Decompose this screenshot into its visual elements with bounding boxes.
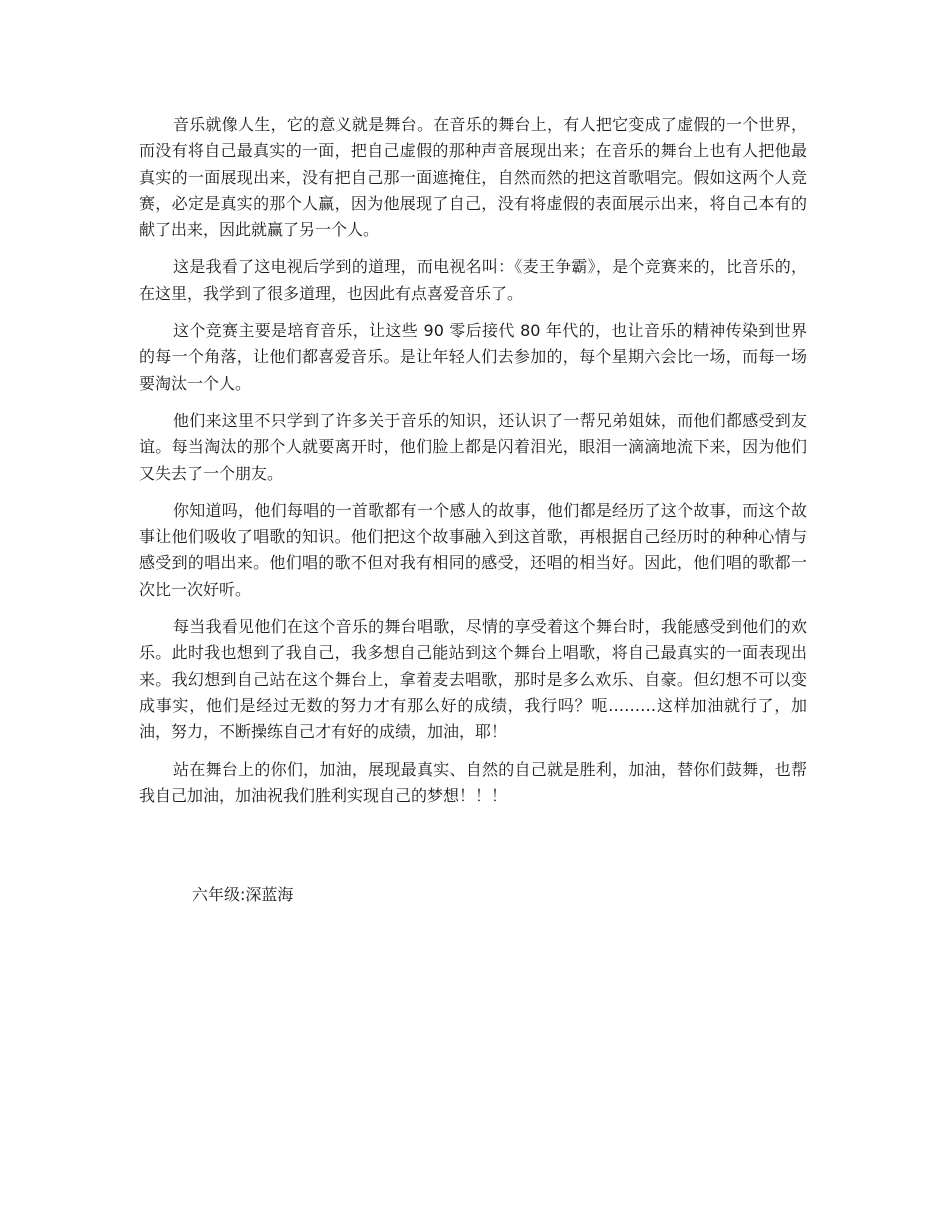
essay-paragraph-6: 每当我看见他们在这个音乐的舞台唱歌，尽情的享受着这个舞台时，我能感受到他们的欢乐。此时我也想到了我自己，我多想自己能站到这个舞台上唱歌，将自己最真实的一面表现出来。我幻想到自己站在这个舞台上，拿着麦去唱歌，那时是多么欢乐、自豪。但幻想不可以变成事实，他们是经过无数的努力才有那么好的成绩，我行吗？呃………这样加油就行了，加油，努力，不断操练自己才有好的成绩，加油，耶！ bbox=[139, 617, 807, 742]
author-signature: 六年级:深蓝海 bbox=[192, 885, 294, 904]
essay-paragraph-1: 音乐就像人生，它的意义就是舞台。在音乐的舞台上，有人把它变成了虚假的一个世界，而没有将自己最真实的一面，把自己虚假的那种声音展现出来；在音乐的舞台上也有人把他最真实的一面展现出来，没有把自己那一面遮掩住，自然而然的把这首歌唱完。假如这两个人竞赛，必定是真实的那个人赢，因为他展现了自己，没有将虚假的表面展示出来，将自己本有的献了出来，因此就赢了另一个人。 bbox=[139, 115, 807, 240]
essay-paragraph-2: 这是我看了这电视后学到的道理，而电视名叫：《麦王争霸》，是个竞赛来的，比音乐的，在这里，我学到了很多道理，也因此有点喜爱音乐了。 bbox=[139, 257, 807, 303]
essay-paragraph-3: 这个竞赛主要是培育音乐，让这些 90 零后接代 80 年代的，也让音乐的精神传染到世界的每一个角落，让他们都喜爱音乐。是让年轻人们去参加的，每个星期六会比一场，而每一场要淘汰一个人。 bbox=[139, 321, 807, 393]
essay-paragraph-4: 他们来这里不只学到了许多关于音乐的知识，还认识了一帮兄弟姐妹，而他们都感受到友谊。每当淘汰的那个人就要离开时，他们脸上都是闪着泪光，眼泪一滴滴地流下来，因为他们又失去了一个朋友。 bbox=[139, 410, 807, 483]
essay-paragraph-7: 站在舞台上的你们，加油，展现最真实、自然的自己就是胜利，加油，替你们鼓舞，也帮我自己加油，加油祝我们胜利实现自己的梦想！！！ bbox=[139, 759, 807, 805]
essay-body bbox=[139, 112, 807, 820]
essay-paragraph-5: 你知道吗，他们每唱的一首歌都有一个感人的故事，他们都是经历了这个故事，而这个故事让他们吸收了唱歌的知识。他们把这个故事融入到这首歌，再根据自己经历时的种种心情与感受到的唱出来。他们唱的歌不但对我有相同的感受，还唱的相当好。因此，他们唱的歌都一次比一次好听。 bbox=[139, 500, 807, 599]
